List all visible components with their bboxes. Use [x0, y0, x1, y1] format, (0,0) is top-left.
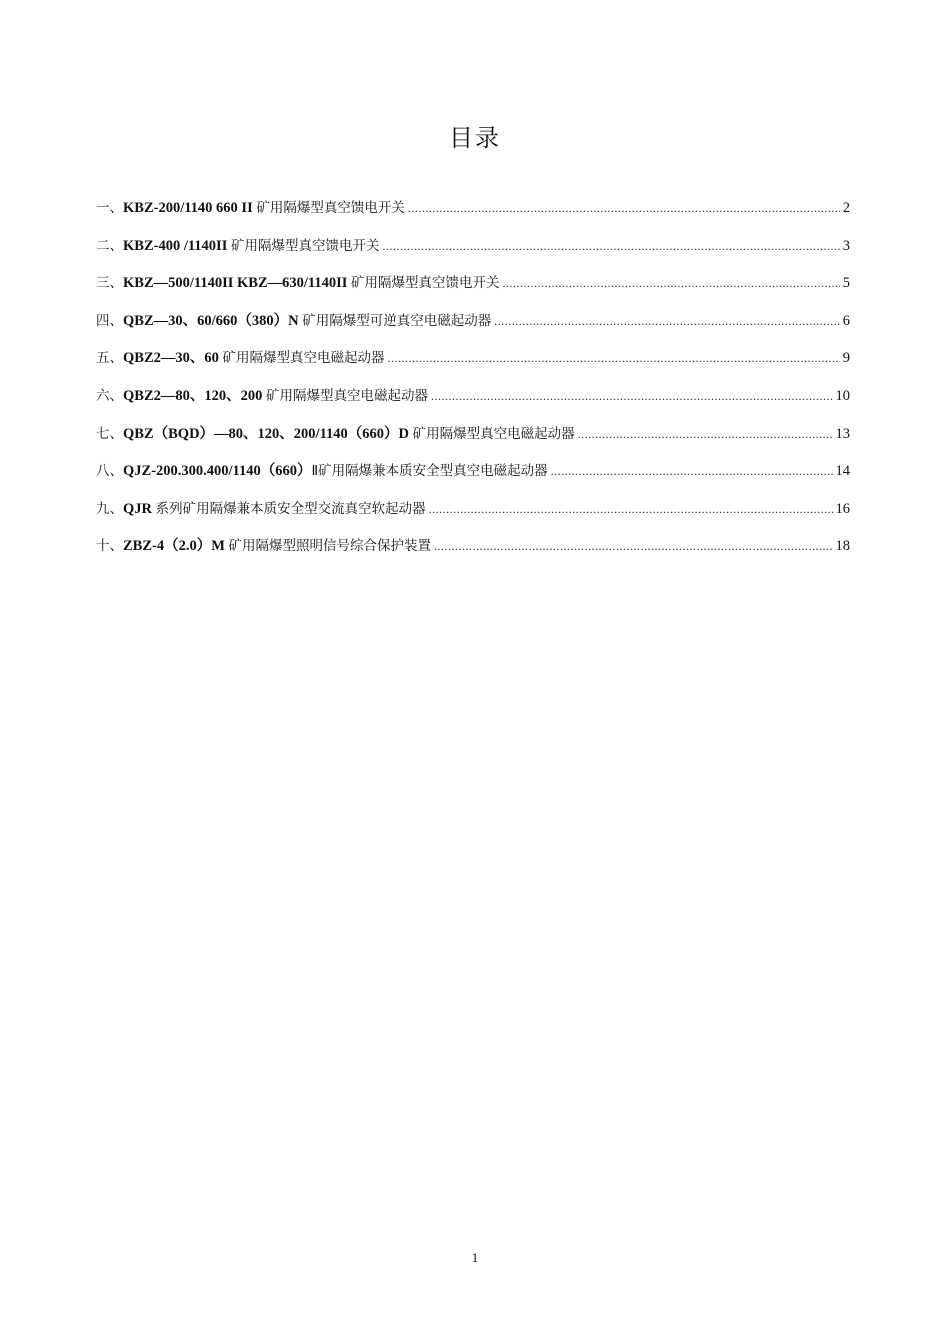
- toc-entry-model: QJZ-200.300.400/1140（660）: [123, 463, 312, 480]
- toc-entry-text: [96, 196, 405, 217]
- toc-entry-number: 十、: [96, 538, 123, 555]
- toc-dot-leader: [431, 389, 833, 404]
- toc-dot-leader: [388, 351, 840, 366]
- toc-dot-leader: [408, 201, 840, 216]
- toc-dot-leader: [494, 314, 840, 329]
- toc-dot-leader: [578, 427, 833, 442]
- toc-entry-description: 矿用隔爆型真空馈电开关: [230, 237, 380, 254]
- toc-entry-number: 六、: [96, 387, 123, 404]
- toc-entry-page: 13: [835, 425, 850, 442]
- toc-entry-description: 矿用隔爆型真空馈电开关: [256, 200, 405, 216]
- toc-entry-description: 矿用隔爆型真空电磁起动器: [266, 387, 428, 404]
- toc-entry-page: 5: [842, 275, 850, 292]
- toc-entry-page: 18: [835, 538, 850, 555]
- toc-entry[interactable]: [96, 196, 850, 234]
- toc-entry-model: KBZ-200/1140 660 II: [123, 200, 257, 216]
- toc-entry-description: 矿用隔爆型照明信号综合保护装置: [228, 538, 432, 555]
- toc-entry-number: 一、: [96, 200, 123, 216]
- toc-entry-text: [96, 271, 500, 292]
- toc-entry-description: 矿用隔爆型可逆真空电磁起动器: [302, 312, 492, 329]
- toc-entry-page: 3: [842, 237, 850, 254]
- toc-entry-model: QBZ2—80、120、200: [123, 387, 266, 404]
- toc-entry-page: 14: [835, 463, 850, 480]
- table-of-contents: [96, 196, 850, 572]
- toc-entry-number: 八、: [96, 463, 123, 480]
- toc-entry-page: 2: [842, 200, 850, 216]
- toc-entry[interactable]: [96, 534, 850, 572]
- toc-entry-text: [96, 309, 491, 330]
- page-title: 目录: [449, 124, 501, 152]
- toc-entry-model: KBZ-400 /1140II: [123, 237, 231, 254]
- toc-entry-description: 矿用隔爆型真空电磁起动器: [222, 350, 385, 367]
- toc-entry-description: 系列矿用隔爆兼本质安全型交流真空软起动器: [155, 500, 426, 517]
- toc-entry-text: [96, 346, 385, 367]
- toc-entry-model: QBZ2—30、60: [123, 350, 223, 367]
- toc-entry-model: QBZ（BQD）—80、120、200/1140（660）D: [123, 425, 413, 442]
- toc-entry-model: QBZ—30、60/660（380）N: [123, 312, 303, 329]
- toc-entry[interactable]: [96, 459, 850, 497]
- toc-entry[interactable]: [96, 234, 850, 272]
- toc-entry-text: [96, 459, 548, 480]
- toc-entry[interactable]: [96, 384, 850, 422]
- toc-entry-number: 二、: [96, 237, 123, 254]
- page-number: 1: [471, 1250, 479, 1265]
- toc-entry-text: [96, 384, 428, 405]
- toc-entry-page: 16: [835, 500, 850, 517]
- toc-entry-text: [96, 422, 575, 443]
- toc-entry-model: KBZ—500/1140II KBZ—630/1140II: [123, 275, 352, 292]
- toc-dot-leader: [382, 239, 839, 254]
- toc-entry-page: 9: [842, 350, 850, 367]
- toc-entry[interactable]: [96, 271, 850, 309]
- toc-entry-description: Ⅱ矿用隔爆兼本质安全型真空电磁起动器: [311, 463, 548, 480]
- toc-entry-description: 矿用隔爆型真空馈电开关: [351, 275, 500, 292]
- toc-entry-page: 10: [835, 387, 850, 404]
- toc-entry-number: 三、: [96, 275, 123, 292]
- toc-dot-leader: [429, 502, 833, 517]
- toc-entry-page: 6: [842, 312, 850, 329]
- toc-entry-text: [96, 234, 379, 255]
- toc-entry-text: [96, 534, 431, 555]
- toc-entry-number: 四、: [96, 312, 123, 329]
- toc-entry[interactable]: [96, 497, 850, 535]
- toc-entry[interactable]: [96, 346, 850, 384]
- toc-entry-text: [96, 497, 426, 518]
- toc-dot-leader: [503, 276, 840, 291]
- toc-entry-model: ZBZ-4（2.0）M: [123, 538, 229, 555]
- toc-entry-number: 九、: [96, 500, 123, 517]
- toc-entry[interactable]: [96, 309, 850, 347]
- toc-entry-model: QJR: [123, 500, 156, 517]
- toc-dot-leader: [434, 539, 832, 554]
- toc-entry-number: 五、: [96, 350, 123, 367]
- toc-entry-description: 矿用隔爆型真空电磁起动器: [412, 425, 575, 442]
- toc-entry-number: 七、: [96, 425, 123, 442]
- toc-dot-leader: [551, 464, 833, 479]
- toc-entry[interactable]: [96, 422, 850, 460]
